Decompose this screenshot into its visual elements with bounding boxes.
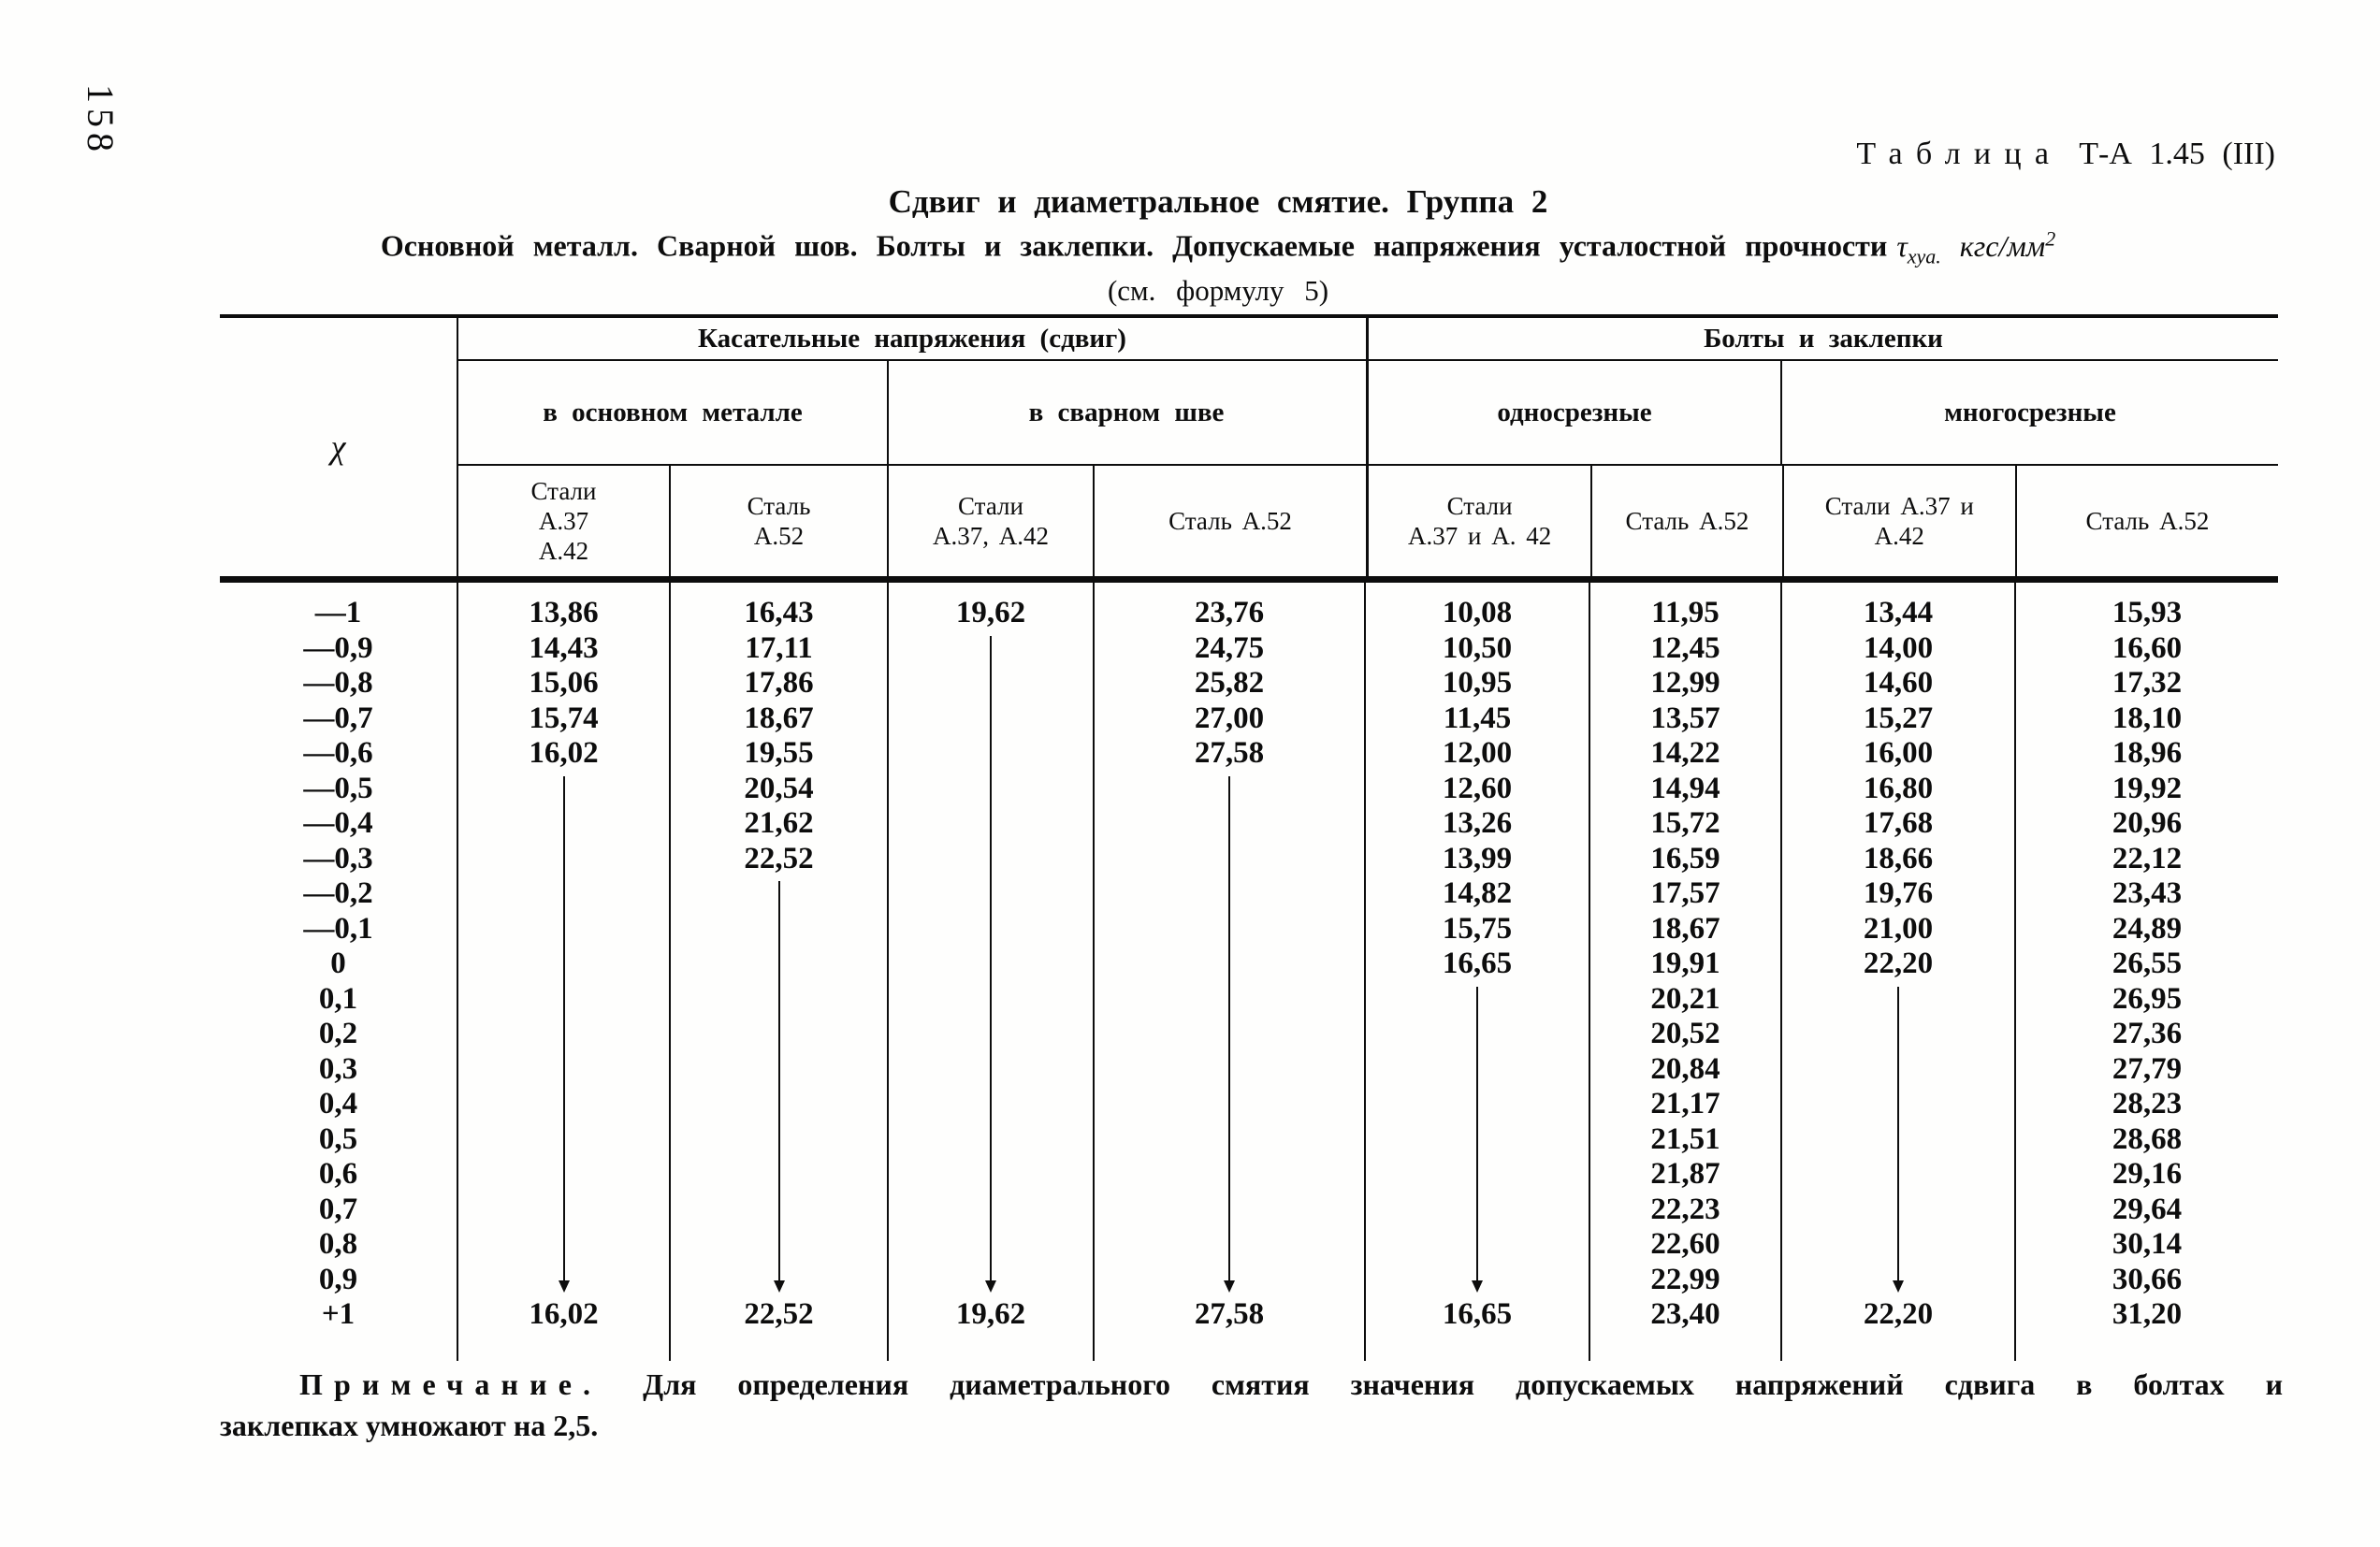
column-header-steel-3 bbox=[1095, 466, 1366, 576]
stress-value: 27,36 bbox=[2112, 1017, 2183, 1050]
stress-value-final: 22,20 bbox=[1863, 1297, 1934, 1331]
subgroup-row-shear bbox=[458, 361, 1366, 466]
group-title-bolts: Болты и заклепки bbox=[1369, 318, 2278, 361]
data-column-0 bbox=[458, 583, 671, 1361]
stress-value: 16,80 bbox=[1863, 771, 1934, 805]
chi-column bbox=[220, 583, 458, 1361]
stress-value: 26,55 bbox=[2112, 947, 2183, 980]
stress-value: 28,68 bbox=[2112, 1121, 2183, 1156]
stress-value: 14,60 bbox=[1863, 666, 1934, 700]
formula-exponent: 2 bbox=[2045, 226, 2056, 250]
stress-value: 14,94 bbox=[1650, 771, 1720, 805]
column-header-steel-0 bbox=[458, 466, 671, 576]
stress-value: 22,23 bbox=[1650, 1192, 1720, 1226]
chi-value: —0,3 bbox=[303, 841, 373, 875]
chi-value: —0,7 bbox=[303, 701, 373, 735]
stress-value: 15,93 bbox=[2112, 596, 2183, 629]
column-headers-left bbox=[458, 466, 1366, 576]
stress-value: 31,20 bbox=[2112, 1297, 2183, 1331]
stress-value: 10,50 bbox=[1442, 630, 1513, 665]
stress-value: 12,99 bbox=[1650, 666, 1720, 700]
subgroup-multi-shear: многосрезные bbox=[1944, 397, 2116, 427]
stress-value: 19,76 bbox=[1863, 876, 1934, 910]
group-bolts-rivets bbox=[1366, 318, 2278, 576]
column-header-line: Стали bbox=[530, 477, 597, 505]
stress-value: 22,99 bbox=[1650, 1262, 1720, 1296]
chi-value: 0,7 bbox=[318, 1192, 358, 1226]
stress-value: 22,12 bbox=[2112, 841, 2183, 875]
stress-value: 13,99 bbox=[1442, 841, 1513, 875]
stress-value: 19,92 bbox=[2112, 771, 2183, 805]
stress-value: 20,21 bbox=[1650, 981, 1720, 1016]
stress-value: 20,54 bbox=[744, 771, 814, 805]
ditto-arrow-icon bbox=[990, 636, 992, 1283]
column-headers-right bbox=[1369, 466, 2278, 576]
footnote-line-2: заклепках умножают на 2,5. bbox=[220, 1409, 599, 1442]
chi-column-header: χ bbox=[220, 318, 458, 576]
stress-value: 15,06 bbox=[529, 666, 599, 700]
data-column-7 bbox=[2016, 583, 2278, 1361]
table-titles bbox=[161, 183, 2275, 308]
stress-value: 17,32 bbox=[2112, 666, 2183, 700]
column-header-steel-5 bbox=[1592, 466, 1783, 576]
page-number: 158 bbox=[80, 84, 122, 157]
stress-value: 17,57 bbox=[1650, 876, 1720, 910]
data-column-2 bbox=[889, 583, 1095, 1361]
stress-value: 22,52 bbox=[744, 841, 814, 875]
stress-value: 14,82 bbox=[1442, 876, 1513, 910]
stress-value: 21,00 bbox=[1863, 911, 1934, 946]
chi-value: 0,4 bbox=[318, 1087, 358, 1120]
stress-value: 12,45 bbox=[1650, 630, 1720, 665]
subgroup-single-shear: односрезные bbox=[1369, 361, 1782, 464]
table-header bbox=[220, 314, 2278, 583]
stress-value: 21,87 bbox=[1650, 1157, 1720, 1191]
stress-value: 20,52 bbox=[1650, 1017, 1720, 1050]
ditto-arrow-icon bbox=[563, 776, 565, 1283]
stress-value: 15,75 bbox=[1442, 911, 1513, 946]
stress-value: 12,60 bbox=[1442, 771, 1513, 805]
table-body bbox=[220, 583, 2278, 1361]
stress-value: 30,14 bbox=[2112, 1227, 2183, 1261]
chi-value: —1 bbox=[314, 596, 362, 629]
column-header-steel-6 bbox=[1784, 466, 2017, 576]
stress-value: 21,17 bbox=[1650, 1087, 1720, 1120]
chi-value: 0,2 bbox=[318, 1017, 358, 1050]
chi-value: —0,6 bbox=[303, 736, 373, 770]
stress-value: 18,67 bbox=[744, 701, 814, 735]
formula-tau-xya bbox=[1896, 226, 2056, 268]
footnote-line-1 bbox=[220, 1364, 2283, 1405]
stress-value: 27,58 bbox=[1194, 736, 1265, 770]
stress-value: 19,91 bbox=[1650, 947, 1720, 980]
stress-value: 16,65 bbox=[1442, 947, 1513, 980]
subgroup-weld-seam: в сварном шве bbox=[1028, 397, 1225, 427]
stress-value: 16,60 bbox=[2112, 630, 2183, 665]
stress-value: 21,51 bbox=[1650, 1121, 1720, 1156]
stress-value: 17,68 bbox=[1863, 806, 1934, 840]
stress-value: 21,62 bbox=[744, 806, 814, 840]
stress-value: 16,59 bbox=[1650, 841, 1720, 875]
column-header-line: Стали bbox=[1446, 492, 1513, 520]
stress-value: 22,60 bbox=[1650, 1227, 1720, 1261]
stress-table bbox=[220, 314, 2278, 1361]
ditto-arrow-icon bbox=[1897, 987, 1899, 1283]
column-header-steel-7 bbox=[2017, 466, 2278, 576]
stress-value-final: 19,62 bbox=[955, 1297, 1026, 1331]
column-header-line: Сталь А.52 bbox=[1168, 507, 1292, 535]
stress-value: 11,45 bbox=[1443, 701, 1512, 735]
stress-value: 18,67 bbox=[1650, 911, 1720, 946]
stress-value: 19,62 bbox=[955, 596, 1026, 629]
footnote-lead: Примечание. bbox=[299, 1367, 602, 1401]
subgroup-base-metal: в основном металле bbox=[458, 361, 889, 464]
stress-value-final: 16,65 bbox=[1442, 1297, 1513, 1331]
subgroup-row-bolts bbox=[1369, 361, 2278, 466]
chi-value: —0,4 bbox=[303, 806, 373, 840]
stress-value: 18,66 bbox=[1863, 841, 1934, 875]
chi-value: 0,1 bbox=[318, 981, 358, 1016]
chi-value: —0,9 bbox=[303, 630, 373, 665]
stress-value: 10,95 bbox=[1442, 666, 1513, 700]
stress-value: 24,75 bbox=[1194, 630, 1265, 665]
formula-tau-symbol: τ bbox=[1896, 228, 1908, 263]
stress-value: 25,82 bbox=[1194, 666, 1265, 700]
stress-value: 10,08 bbox=[1442, 596, 1513, 629]
stress-value: 17,11 bbox=[745, 630, 813, 665]
column-header-line: А.37 bbox=[538, 507, 589, 535]
stress-value: 12,00 bbox=[1442, 736, 1513, 770]
column-header-line: Стали А.37 и bbox=[1824, 492, 1974, 520]
column-header-line: А.42 bbox=[1874, 522, 1924, 550]
formula-units: кгс/мм bbox=[1959, 228, 2046, 263]
column-header-line: Сталь А.52 bbox=[2085, 507, 2210, 535]
stress-value: 24,89 bbox=[2112, 911, 2183, 946]
data-column-1 bbox=[671, 583, 889, 1361]
stress-value: 11,95 bbox=[1651, 596, 1720, 629]
stress-value: 20,84 bbox=[1650, 1051, 1720, 1086]
stress-value-final: 22,52 bbox=[744, 1297, 814, 1331]
stress-value: 13,86 bbox=[529, 596, 599, 629]
column-header-steel-2 bbox=[889, 466, 1095, 576]
title-line-3: (см. формулу 5) bbox=[1107, 274, 1329, 308]
stress-value: 16,00 bbox=[1863, 736, 1934, 770]
chi-value: —0,2 bbox=[303, 876, 373, 910]
column-header-line: Сталь bbox=[747, 492, 811, 520]
stress-value-final: 16,02 bbox=[529, 1297, 599, 1331]
stress-value: 15,74 bbox=[529, 701, 599, 735]
data-column-5 bbox=[1590, 583, 1782, 1361]
stress-value: 29,64 bbox=[2112, 1192, 2183, 1226]
group-title-shear: Касательные напряжения (сдвиг) bbox=[458, 318, 1366, 361]
chi-value: 0,5 bbox=[318, 1121, 358, 1156]
ditto-arrow-icon bbox=[1476, 987, 1478, 1283]
title-line-1: Сдвиг и диаметральное смятие. Группа 2 bbox=[888, 183, 1548, 220]
stress-value: 15,72 bbox=[1650, 806, 1720, 840]
chi-value: +1 bbox=[321, 1297, 356, 1331]
title-line-2-text: Основной металл. Сварной шов. Болты и заклепки. Допускаемые напряжения усталостной прочности bbox=[380, 228, 1888, 263]
title-line-2 bbox=[161, 226, 2275, 268]
stress-value: 18,10 bbox=[2112, 701, 2183, 735]
stress-value: 14,22 bbox=[1650, 736, 1720, 770]
stress-value: 29,16 bbox=[2112, 1157, 2183, 1191]
stress-value: 23,76 bbox=[1194, 596, 1265, 629]
stress-value: 14,00 bbox=[1863, 630, 1934, 665]
footnote bbox=[220, 1364, 2283, 1446]
stress-value: 14,43 bbox=[529, 630, 599, 665]
column-header-steel-4 bbox=[1369, 466, 1592, 576]
footnote-line-1-text: Для определения диаметрального смятия значения допускаемых напряжений сдвига в болтах и bbox=[643, 1367, 2284, 1401]
stress-value: 30,66 bbox=[2112, 1262, 2183, 1296]
column-header-line: А.42 bbox=[538, 537, 589, 565]
stress-value: 28,23 bbox=[2112, 1087, 2183, 1120]
stress-value: 27,79 bbox=[2112, 1051, 2183, 1086]
chi-value: —0,1 bbox=[303, 911, 373, 946]
column-header-line: А.37, А.42 bbox=[933, 522, 1049, 550]
formula-subscript: xya. bbox=[1907, 244, 1941, 268]
stress-value-final: 27,58 bbox=[1194, 1297, 1265, 1331]
stress-value: 20,96 bbox=[2112, 806, 2183, 840]
column-header-line: Сталь А.52 bbox=[1625, 507, 1749, 535]
ditto-arrow-icon bbox=[778, 881, 780, 1282]
chi-value: 0,6 bbox=[318, 1157, 358, 1191]
stress-value: 27,00 bbox=[1194, 701, 1265, 735]
data-column-6 bbox=[1782, 583, 2016, 1361]
column-header-steel-1 bbox=[671, 466, 889, 576]
stress-value: 23,43 bbox=[2112, 876, 2183, 910]
stress-value: 15,27 bbox=[1863, 701, 1934, 735]
stress-value: 22,20 bbox=[1863, 947, 1934, 980]
stress-value: 16,43 bbox=[744, 596, 814, 629]
column-header-line: А.37 и А. 42 bbox=[1408, 522, 1552, 550]
stress-value: 18,96 bbox=[2112, 736, 2183, 770]
chi-value: —0,5 bbox=[303, 771, 373, 805]
stress-value: 19,55 bbox=[744, 736, 814, 770]
stress-value: 23,40 bbox=[1650, 1297, 1720, 1331]
stress-value: 16,02 bbox=[529, 736, 599, 770]
chi-value: 0,9 bbox=[318, 1262, 358, 1296]
stress-value: 13,44 bbox=[1863, 596, 1934, 629]
table-caption-label: Таблица bbox=[1856, 137, 2063, 171]
data-column-3 bbox=[1095, 583, 1366, 1361]
stress-value: 13,57 bbox=[1650, 701, 1720, 735]
stress-value: 13,26 bbox=[1442, 806, 1513, 840]
ditto-arrow-icon bbox=[1228, 776, 1230, 1283]
chi-value: 0,3 bbox=[318, 1051, 358, 1086]
column-header-line: Стали bbox=[958, 492, 1023, 520]
chi-value: 0,8 bbox=[318, 1227, 358, 1261]
stress-value: 26,95 bbox=[2112, 981, 2183, 1016]
group-shear-stresses bbox=[458, 318, 1366, 576]
column-header-line: А.52 bbox=[753, 522, 805, 550]
table-caption-number: Т-А 1.45 (III) bbox=[2079, 137, 2275, 171]
stress-value: 17,86 bbox=[744, 666, 814, 700]
chi-value: —0,8 bbox=[303, 666, 373, 700]
chi-value: 0 bbox=[330, 947, 346, 980]
table-caption bbox=[1856, 137, 2275, 172]
data-column-4 bbox=[1366, 583, 1590, 1361]
